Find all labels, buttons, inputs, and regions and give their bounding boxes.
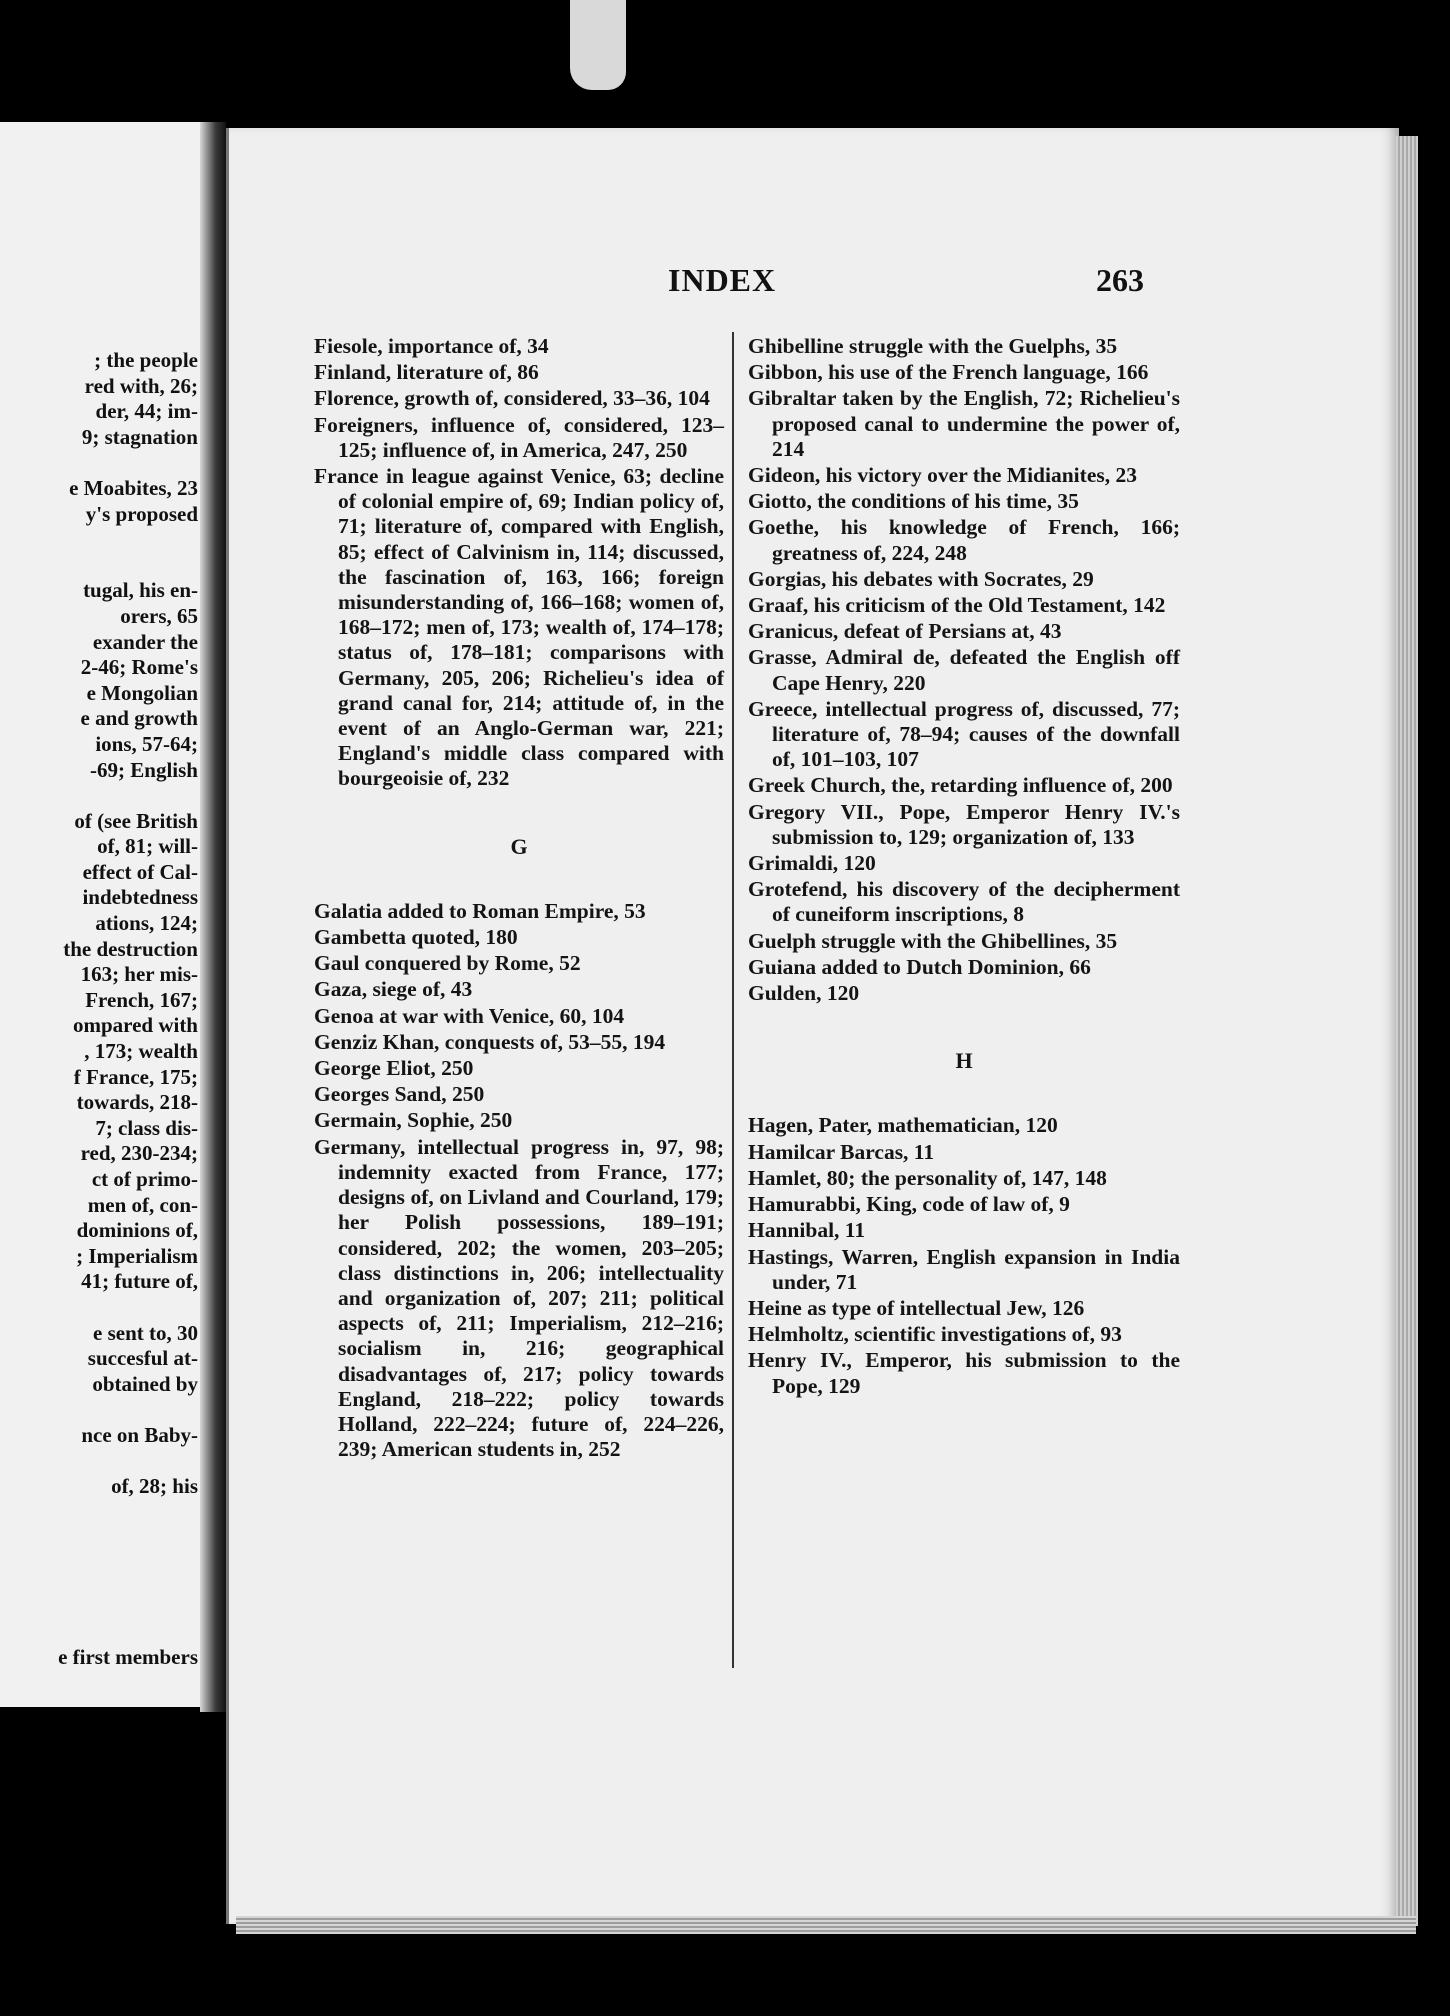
- index-entry: Goethe, his knowledge of French, 166; greatness of, 224, 248: [748, 515, 1180, 565]
- column-divider: [732, 332, 734, 1668]
- previous-page-line: succesful at-: [87, 1346, 198, 1371]
- index-entry: Hamilcar Barcas, 11: [748, 1139, 935, 1164]
- previous-page-line: [0, 1397, 198, 1423]
- paper-scrap: [570, 0, 626, 90]
- section-letter: G: [510, 833, 528, 859]
- index-entry: Gibbon, his use of the French language, 166: [748, 360, 1149, 385]
- previous-page-line: f France, 175;: [73, 1064, 198, 1089]
- index-entry: Gaza, siege of, 43: [314, 977, 473, 1002]
- index-entry: Giotto, the conditions of his time, 35: [748, 489, 1079, 514]
- previous-page-line: -69; English: [90, 757, 198, 782]
- index-entry: Hamlet, 80; the personality of, 147, 148: [748, 1165, 1107, 1190]
- index-entry: Grasse, Admiral de, defeated the English off Cape Henry, 220: [748, 645, 1180, 695]
- previous-page-line: effect of Cal-: [82, 859, 198, 884]
- previous-page-line: ; Imperialism: [76, 1243, 198, 1268]
- index-entry: Ghibelline struggle with the Guelphs, 35: [748, 334, 1118, 358]
- previous-page-line: y's proposed: [85, 501, 198, 526]
- previous-page-line: ; the people: [94, 348, 198, 372]
- book-gutter: [200, 122, 226, 1712]
- previous-page-line: der, 44; im-: [95, 399, 198, 424]
- previous-page-line: the destruction: [63, 936, 198, 961]
- previous-page-line: obtained by: [92, 1371, 198, 1396]
- previous-page-line: nce on Baby-: [81, 1422, 198, 1447]
- previous-page-line: 41; future of,: [81, 1269, 198, 1294]
- index-entry: Hamurabbi, King, code of law of, 9: [748, 1192, 1070, 1217]
- index-entry: Hagen, Pater, mathematician, 120: [748, 1113, 1058, 1138]
- index-entry: Gideon, his victory over the Midianites, 23: [748, 463, 1137, 488]
- previous-page-line: e Mongolian: [86, 680, 198, 705]
- previous-page-line: ations, 124;: [95, 911, 198, 936]
- previous-page-line: ions, 57-64;: [95, 731, 198, 756]
- running-head: INDEX: [668, 262, 777, 298]
- previous-page-line: indebtedness: [82, 885, 198, 910]
- previous-page-line: [0, 783, 198, 809]
- section-letter: H: [955, 1048, 973, 1074]
- previous-page-line: [0, 450, 198, 476]
- page-edge: [1396, 136, 1418, 1926]
- index-entry: France in league against Venice, 63; decline of colonial empire of, 69; Indian policy of, 71; literature of, compared with English, 85; effect of Calvinism in, 114; discussed, the fascination of, 163, 166; foreign misunderstanding of, 166–168; women of, 168–172; men of, 173; wealth of, 174–178; status of, 178–181; comparisons with Germany, 205, 206; Richelieu's idea of grand canal for, 214; attitude of, in the event of an Anglo-German war, 221; England's middle class compared with bourgeoisie of, 232: [314, 464, 724, 791]
- index-entry: Grimaldi, 120: [748, 851, 876, 876]
- previous-page-line: [0, 553, 198, 579]
- index-entry: Guelph struggle with the Ghibellines, 35: [748, 928, 1118, 953]
- previous-page-line: French, 167;: [85, 987, 198, 1012]
- index-column-right: [748, 334, 1180, 1399]
- previous-page-line: e and growth: [80, 706, 198, 731]
- previous-page-line: 7; class dis-: [95, 1115, 198, 1140]
- index-entry: Genziz Khan, conquests of, 53–55, 194: [314, 1029, 666, 1054]
- previous-page-line: ct of primo-: [91, 1167, 198, 1191]
- index-entry: Fiesole, importance of, 34: [314, 334, 549, 358]
- index-entry: Germany, intellectual progress in, 97, 98; indemnity exacted from France, 177; designs of, on Livland and Courland, 179; her Polish possessions, 189–191; considered, 202; the women, 203–205; class distinctions in, 206; intellectuality and organization of, 207; 211; political aspects of, 211; Imperialism, 212–216; socialism in, 216; geographical disadvantages of, 217; policy towards England, 218–222; policy towards Holland, 222–224; future of, 224–226, 239; American students in, 252: [314, 1134, 724, 1462]
- previous-page-line: tugal, his en-: [83, 578, 198, 603]
- previous-page: [0, 122, 210, 1707]
- index-entry: Greece, intellectual progress of, discussed, 77; literature of, 78–94; causes of the downfall of, 101–103, 107: [748, 696, 1180, 772]
- page-bottom-edge: [236, 1916, 1416, 1934]
- previous-page-line: e sent to, 30: [93, 1320, 198, 1345]
- index-entry: Graaf, his criticism of the Old Testament, 142: [748, 593, 1166, 618]
- index-entry: Grotefend, his discovery of the decipherment of cuneiform inscriptions, 8: [748, 877, 1180, 927]
- index-entry: Gregory VII., Pope, Emperor Henry IV.'s submission to, 129; organization of, 133: [748, 799, 1180, 849]
- previous-page-line: exander the: [92, 629, 198, 654]
- index-column-left: [314, 334, 724, 1462]
- previous-page-text: [0, 348, 198, 1500]
- previous-page-last-line: e first members: [58, 1645, 198, 1669]
- index-entry: Gulden, 120: [748, 981, 860, 1006]
- previous-page-line: of (see British: [74, 808, 198, 833]
- index-entry: Granicus, defeat of Persians at, 43: [748, 619, 1062, 644]
- previous-page-line: 163; her mis-: [80, 962, 198, 987]
- previous-page-line: of, 28; his: [111, 1474, 198, 1499]
- index-entry: Hastings, Warren, English expansion in India under, 71: [748, 1244, 1180, 1294]
- previous-page-line: , 173; wealth: [84, 1039, 198, 1064]
- index-entry: Genoa at war with Venice, 60, 104: [314, 1003, 625, 1028]
- page-number: 263: [1096, 262, 1144, 298]
- previous-page-line: 9; stagnation: [81, 424, 198, 449]
- index-entry: Guiana added to Dutch Dominion, 66: [748, 954, 1091, 979]
- index-entry: Gaul conquered by Rome, 52: [314, 951, 581, 976]
- previous-page-line: of, 81; will-: [97, 834, 198, 859]
- index-entry: Greek Church, the, retarding influence of, 200: [748, 773, 1173, 798]
- index-entry: Heine as type of intellectual Jew, 126: [748, 1295, 1085, 1320]
- index-entry: Germain, Sophie, 250: [314, 1108, 513, 1133]
- index-entry: Finland, literature of, 86: [314, 360, 539, 385]
- index-entry: Hannibal, 11: [748, 1218, 866, 1243]
- previous-page-line: orers, 65: [120, 603, 198, 628]
- index-entry: Henry IV., Emperor, his submission to the Pope, 129: [748, 1348, 1180, 1398]
- index-entry: Georges Sand, 250: [314, 1082, 485, 1107]
- index-entry: Foreigners, influence of, considered, 123–125; influence of, in America, 247, 250: [314, 412, 724, 462]
- index-entry: Galatia added to Roman Empire, 53: [314, 898, 646, 923]
- index-entry: George Eliot, 250: [314, 1056, 474, 1081]
- previous-page-line: e Moabites, 23: [69, 475, 198, 500]
- index-entry: Gambetta quoted, 180: [314, 925, 518, 950]
- index-entry: Gorgias, his debates with Socrates, 29: [748, 566, 1094, 591]
- previous-page-line: red with, 26;: [84, 373, 198, 398]
- previous-page-line: men of, con-: [87, 1192, 198, 1217]
- index-entry: Helmholtz, scientific investigations of, 93: [748, 1322, 1122, 1347]
- previous-page-line: red, 230-234;: [80, 1141, 198, 1166]
- previous-page-line: [0, 527, 198, 553]
- previous-page-line: 2-46; Rome's: [80, 655, 198, 680]
- previous-page-line: [0, 1449, 198, 1475]
- previous-page-line: dominions of,: [76, 1218, 198, 1243]
- previous-page-line: towards, 218-: [76, 1090, 198, 1115]
- index-entry: Florence, growth of, considered, 33–36, 104: [314, 386, 710, 411]
- previous-page-line: ompared with: [72, 1013, 198, 1038]
- previous-page-line: [0, 1295, 198, 1321]
- index-entry: Gibraltar taken by the English, 72; Richelieu's proposed canal to undermine the power of, 214: [748, 386, 1180, 461]
